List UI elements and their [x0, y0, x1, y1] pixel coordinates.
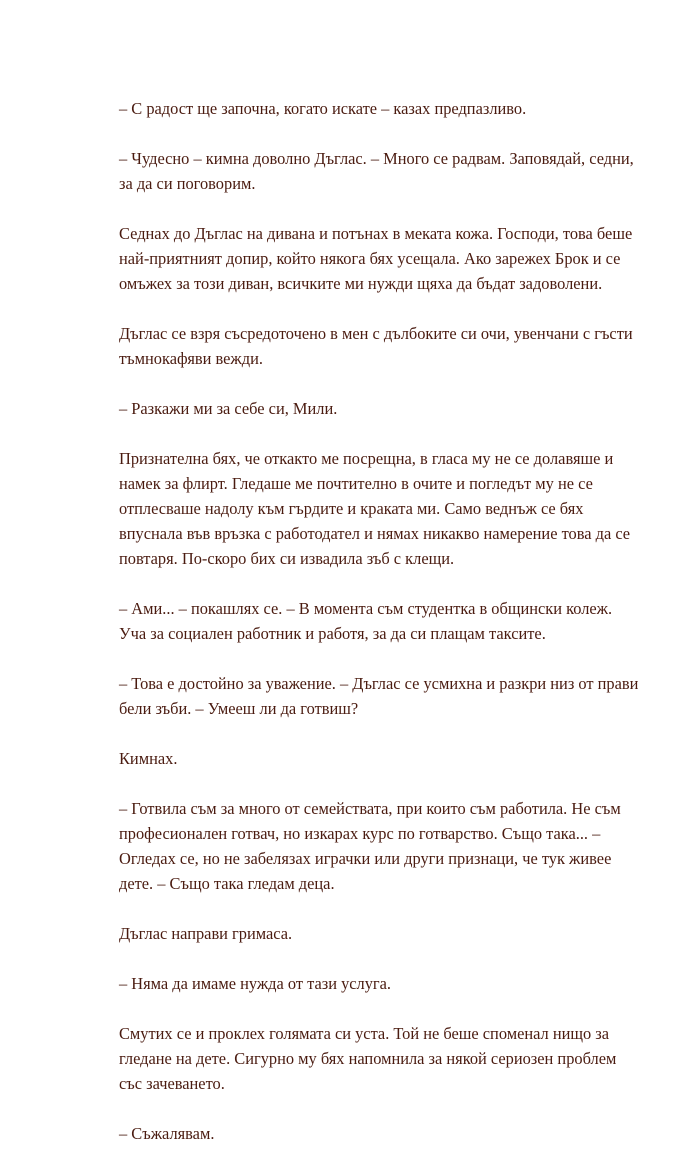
text-line: – Съжалявам. — [119, 1124, 215, 1143]
text-line: бели зъби. – Умееш ли да готвиш? — [119, 699, 359, 718]
text-line: тъмнокафяви вежди. — [119, 349, 263, 368]
paragraph — [119, 746, 580, 771]
text-line: Смутих се и проклех голямата си уста. Той не беше споменал нищо за — [119, 1024, 610, 1043]
paragraph — [119, 396, 580, 421]
text-line: отплесваше надолу към гърдите и краката ми. Само веднъж се бях — [119, 499, 584, 518]
text-line: Огледах се, но не забелязах играчки или други признаци, че тук живее — [119, 849, 612, 868]
text-line: – Готвила съм за много от семействата, при които съм работила. Не съм — [119, 799, 621, 818]
text-line: Уча за социален работник и работя, за да си плащам таксите. — [119, 624, 546, 643]
paragraph — [119, 446, 631, 571]
paragraph — [119, 221, 633, 296]
text-line: най-приятният допир, който някога бях усещала. Ако зарежех Брок и се — [119, 249, 621, 268]
paragraph — [119, 146, 634, 196]
paragraph — [119, 596, 613, 646]
paragraph — [119, 796, 621, 896]
text-line: Дъглас направи гримаса. — [119, 924, 293, 943]
paragraph — [119, 1121, 580, 1146]
text-line: – Ами... – покашлях се. – В момента съм студентка в общински колеж. — [119, 599, 613, 618]
paragraph — [119, 921, 580, 946]
text-line: Кимнах. — [119, 749, 178, 768]
text-line: Дъглас се взря съсредоточено в мен с дълбоките си очи, увенчани с гъсти — [119, 324, 633, 343]
document-page — [119, 96, 639, 1171]
text-line: – Разкажи ми за себе си, Мили. — [119, 399, 338, 418]
paragraph — [119, 671, 639, 721]
text-line: – Чудесно – кимна доволно Дъглас. – Много се радвам. Заповядай, седни, — [119, 149, 634, 168]
text-line: Седнах до Дъглас на дивана и потънах в меката кожа. Господи, това беше — [119, 224, 633, 243]
text-line: намек за флирт. Гледаше ме почтително в очите и погледът му не се — [119, 474, 593, 493]
text-line: дете. – Също така гледам деца. — [119, 874, 335, 893]
text-line: – Няма да имаме нужда от тази услуга. — [119, 974, 392, 993]
paragraph — [119, 321, 633, 371]
text-line: за да си поговорим. — [119, 174, 256, 193]
paragraph — [119, 1021, 617, 1096]
text-line: повтаря. По-скоро бих си извадила зъб с клещи. — [119, 549, 455, 568]
paragraph — [119, 96, 580, 121]
text-line: впуснала във връзка с работодател и нямах никакво намерение това да се — [119, 524, 631, 543]
text-line: гледане на дете. Сигурно му бях напомнила за някой сериозен проблем — [119, 1049, 617, 1068]
paragraph — [119, 971, 580, 996]
text-line: професионален готвач, но изкарах курс по готварство. Също така... – — [119, 824, 601, 843]
text-line: Признателна бях, че откакто ме посрещна, в гласа му не се долавяше и — [119, 449, 614, 468]
text-line: – С радост ще започна, когато искате – казах предпазливо. — [119, 99, 527, 118]
text-line: – Това е достойно за уважение. – Дъглас се усмихна и разкри низ от прави — [119, 674, 639, 693]
text-line: със зачеването. — [119, 1074, 225, 1093]
text-line: омъжех за този диван, всичките ми нужди щяха да бъдат задоволени. — [119, 274, 603, 293]
